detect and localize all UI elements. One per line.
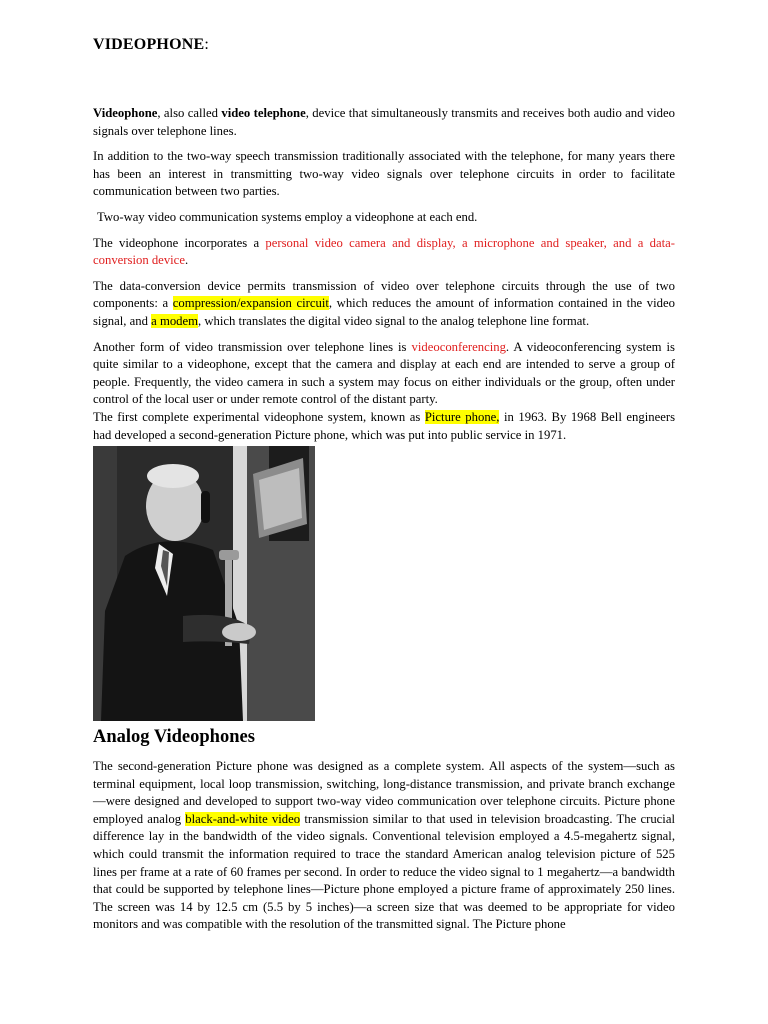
text-run: The data-conversion device permits transmission of video over telephone circuits through the use of two components: a	[93, 278, 675, 311]
highlight-modem: a modem	[151, 313, 199, 328]
paragraph-two-way: In addition to the two-way speech transmission traditionally associated with the telephone, for many years there has been an interest in transmitting two-way video signals over telephone circuits in order to facilitate communication between two parties.	[93, 149, 675, 199]
paragraph-data-conversion	[93, 278, 675, 331]
section-heading-analog-videophones: Analog Videophones	[93, 727, 255, 748]
man-using-telephone-photo	[93, 446, 315, 721]
title-colon: :	[204, 36, 209, 53]
text-run: The first complete experimental videophone system, known as	[93, 409, 425, 424]
text-run: , which translates the digital video signal to the analog telephone line format.	[198, 313, 590, 328]
term-video-telephone: video telephone	[221, 106, 306, 120]
text-run: transmission similar to that used in television broadcasting. The crucial difference lay in the bandwidth of the video signals. Conventional television employed a 4.5-megahertz signal, which could transmit the information required to trace the standard American analog television picture of 525 lines per frame at a rate of 60 frames per second. In order to reduce the video signal to 1 megahertz—a bandwidth that could be supported by telephone lines—Picture phone employed a picture frame of approximately 250 lines. The screen was 14 by 12.5 cm (5.5 by 5 inches)—a screen size that was deemed to be appropriate for video monitors and was compatible with the resolution of the transmitted signal. The Picture phone	[93, 811, 675, 932]
paragraph-history	[93, 409, 675, 444]
paragraph-videoconferencing	[93, 339, 675, 409]
paragraph-incorporates	[93, 235, 675, 270]
paragraph-analog-description	[93, 758, 675, 934]
text-run: The videophone incorporates a	[93, 235, 266, 250]
text-run: Another form of video transmission over telephone lines is	[93, 339, 412, 354]
document-body	[93, 105, 675, 942]
highlight-picture-phone: Picture phone,	[424, 409, 500, 424]
paragraph-definition	[93, 105, 675, 140]
highlight-compression-circuit: compression/expansion circuit	[172, 296, 329, 311]
page-title	[93, 36, 209, 54]
red-text-videoconferencing: videoconferencing	[411, 339, 506, 354]
text-run: .	[184, 253, 189, 268]
highlight-black-and-white-video: black-and-white video	[185, 811, 301, 826]
red-text-components: personal video camera and display, a microphone and speaker, and a data-conversion device	[93, 235, 675, 268]
text-run: , device that simultaneously transmits and receives both audio and video signals over telephone lines.	[93, 106, 675, 138]
term-videophone: Videophone	[93, 106, 158, 120]
text-run: The second-generation Picture phone was designed as a complete system. All aspects of the system—such as terminal equipment, local loop transmission, switching, long-distance transmission, and private branch exchange—were designed and developed to support two-way video communication over telephone circuits. Picture phone employed analog	[93, 759, 675, 826]
text-run: . A videoconferencing system is quite similar to a videophone, except that the camera and display at each end are intended to serve a group of people. Frequently, the video camera in such a system may focus on either individuals or the group, often under control of the local user or under remote control of the distant party.	[93, 339, 675, 407]
text-run: , also called	[157, 106, 222, 120]
photo-illustration	[93, 446, 315, 721]
text-run: , which reduces the amount of information contained in the video signal, and	[93, 296, 675, 328]
paragraph-each-end: Two-way video communication systems employ a videophone at each end.	[97, 209, 478, 224]
text-run: in 1963. By 1968 Bell engineers had developed a second-generation Picture phone, which was put into public service in 1971.	[93, 409, 676, 442]
title-text: VIDEOPHONE	[93, 36, 205, 53]
